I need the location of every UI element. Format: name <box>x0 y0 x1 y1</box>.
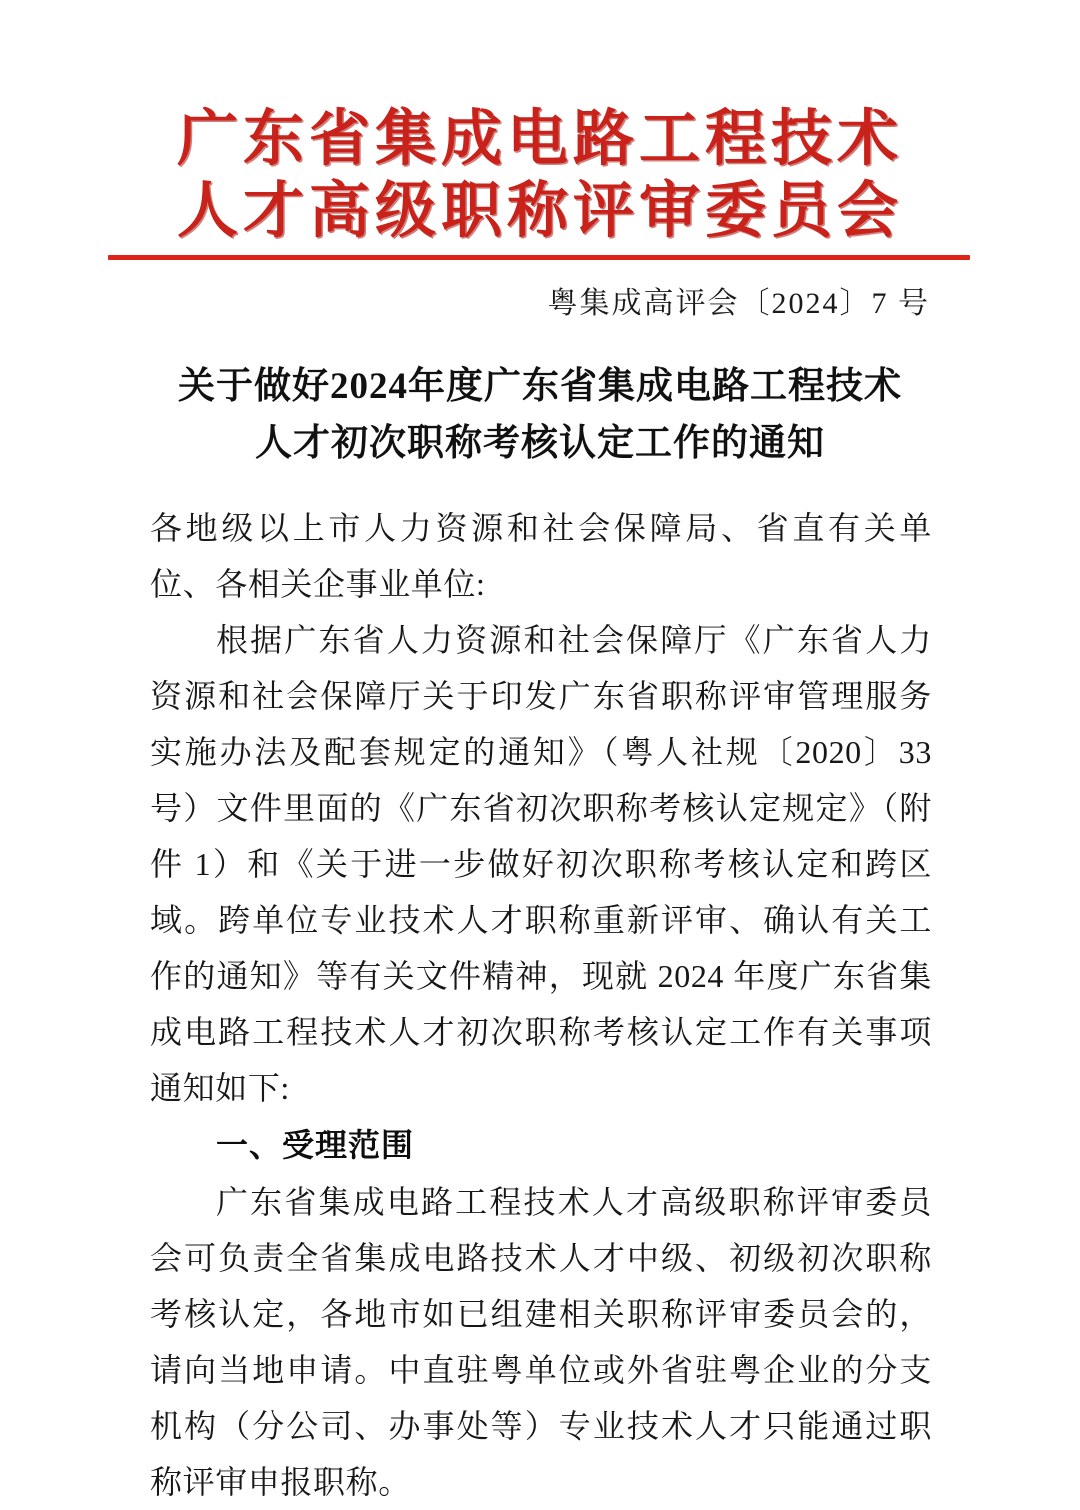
masthead-line-1: 广东省集成电路工程技术 <box>176 106 903 173</box>
salutation: 各地级以上市人力资源和社会保障局、省直有关单位、各相关企事业单位: <box>150 510 932 602</box>
section-heading-1: 一、受理范围 <box>216 1127 415 1163</box>
masthead-line-2: 人才高级职称评审委员会 <box>176 178 903 245</box>
document-number: 粤集成高评会〔2024〕7 号 <box>547 287 930 320</box>
masthead <box>0 104 1080 248</box>
masthead-divider-rule <box>108 255 970 260</box>
body-paragraph-1: 根据广东省人力资源和社会保障厅《广东省人力资源和社会保障厅关于印发广东省职称评审管理服务实施办法及配套规定的通知》（粤人社规〔2020〕33 号）文件里面的《广东省初次职称考核认定规定》（附件 1）和《关于进一步做好初次职称考核认定和跨区域。跨单位专业技术人才职称重新评审、确认有关工作的通知》等有关文件精神，现就 2024 年度广东省集成电路工程技术人才初次职称考核认定工作有关事项通知如下: <box>150 622 932 1106</box>
page-title-line-2: 人才初次职称考核认定工作的通知 <box>255 423 825 464</box>
section-1-paragraph: 广东省集成电路工程技术人才高级职称评审委员会可负责全省集成电路技术人才中级、初级初次职称考核认定，各地市如已组建相关职称评审委员会的，请向当地申请。中直驻粤单位或外省驻粤企业的分支机构（分公司、办事处等）专业技术人才只能通过职称评审申报职称。 <box>150 1184 932 1500</box>
page-title-line-1: 关于做好2024年度广东省集成电路工程技术 <box>178 366 902 407</box>
page-title <box>110 358 970 472</box>
document-body <box>150 500 932 1510</box>
